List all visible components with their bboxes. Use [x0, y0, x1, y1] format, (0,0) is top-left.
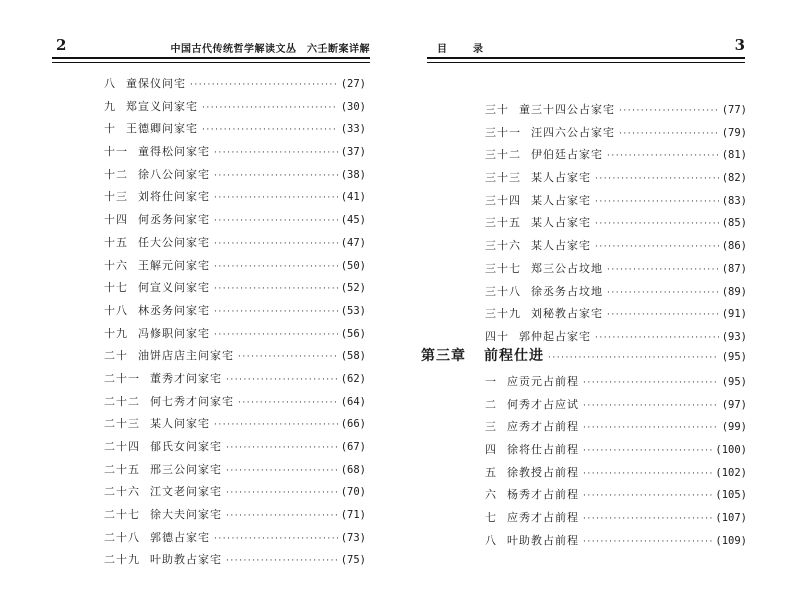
- running-header: 中国古代传统哲学解读文丛 六壬断案详解: [170, 44, 370, 55]
- leader-dots: [583, 463, 712, 486]
- leader-dots: [214, 301, 338, 324]
- entry-page: (58): [340, 350, 366, 363]
- entry-title: 郑三公占坟地: [531, 261, 603, 275]
- entry-title: 郭德占家宅: [150, 530, 210, 544]
- entry-page: (107): [715, 512, 747, 525]
- toc-entry[interactable]: [104, 413, 366, 436]
- toc-entry[interactable]: [485, 507, 747, 530]
- toc-entry[interactable]: [104, 481, 366, 504]
- toc-list: [485, 99, 747, 349]
- entry-title: 某人占家宅: [531, 239, 591, 253]
- toc-entry[interactable]: [104, 300, 366, 323]
- entry-title: 何丞务问家宅: [138, 213, 210, 227]
- toc-entry[interactable]: [485, 167, 747, 190]
- entry-page: (73): [340, 531, 366, 544]
- entry-number: 三十九: [485, 307, 521, 321]
- entry-number: 二十七: [104, 508, 140, 522]
- toc-entry[interactable]: [485, 190, 747, 213]
- toc-entry[interactable]: [104, 141, 366, 164]
- chapter-page: (95): [721, 351, 747, 363]
- entry-title: 应秀才占前程: [507, 511, 579, 525]
- entry-page: (79): [721, 126, 747, 139]
- entry-title: 王德卿问家宅: [126, 122, 198, 136]
- entry-page: (50): [340, 259, 366, 272]
- leader-dots: [214, 187, 338, 210]
- leader-dots: [619, 100, 719, 123]
- chapter-heading[interactable]: [421, 345, 747, 367]
- entry-page: (105): [715, 489, 747, 502]
- entry-number: 四: [485, 443, 497, 457]
- entry-page: (56): [340, 327, 366, 340]
- leader-dots: [238, 346, 338, 369]
- toc-entry[interactable]: [485, 394, 747, 417]
- toc-entry[interactable]: [485, 212, 747, 235]
- toc-entry[interactable]: [104, 255, 366, 278]
- entry-title: 油饼店店主问家宅: [138, 349, 234, 363]
- toc-entry[interactable]: [104, 527, 366, 550]
- leader-dots: [595, 168, 719, 191]
- entry-number: 六: [485, 488, 497, 502]
- entry-page: (71): [340, 509, 366, 522]
- entry-title: 郑宣义问家宅: [126, 99, 198, 113]
- entry-title: 杨秀才占前程: [507, 488, 579, 502]
- toc-entry[interactable]: [485, 484, 747, 507]
- entry-page: (52): [340, 282, 366, 295]
- header-rule-thin: [427, 62, 745, 63]
- entry-number: 十二: [104, 167, 128, 181]
- entry-page: (64): [340, 395, 366, 408]
- entry-title: 某人问家宅: [150, 417, 210, 431]
- leader-dots: [583, 395, 719, 418]
- entry-page: (97): [721, 398, 747, 411]
- leader-dots: [607, 259, 719, 282]
- leader-dots: [607, 145, 719, 168]
- right-page-header: [427, 36, 745, 56]
- leader-dots: [595, 191, 719, 214]
- entry-number: 八: [485, 533, 497, 547]
- chapter-number: 第三章: [421, 348, 466, 364]
- entry-number: 十三: [104, 190, 128, 204]
- toc-entry[interactable]: [104, 73, 366, 96]
- entry-title: 冯修职问家宅: [138, 326, 210, 340]
- entry-page: (86): [721, 240, 747, 253]
- leader-dots: [583, 372, 719, 395]
- entry-title: 童三十四公占家宅: [519, 103, 615, 116]
- entry-number: 十: [104, 122, 116, 136]
- leader-dots: [226, 369, 338, 392]
- entry-page: (85): [721, 217, 747, 230]
- header-rule-thin: [52, 62, 370, 63]
- entry-title: 某人占家宅: [531, 193, 591, 207]
- toc-entry[interactable]: [485, 416, 747, 439]
- entry-page: (27): [340, 78, 366, 90]
- entry-page: (81): [721, 149, 747, 162]
- leader-dots: [226, 437, 338, 460]
- entry-number: 三十一: [485, 125, 521, 139]
- leader-dots: [202, 97, 338, 120]
- entry-title: 郁氏女问家宅: [150, 440, 222, 453]
- entry-number: 九: [104, 99, 116, 113]
- entry-number: 二十八: [104, 530, 140, 544]
- toc-entry[interactable]: [104, 323, 366, 346]
- entry-page: (89): [721, 285, 747, 298]
- entry-number: 二十: [104, 349, 128, 363]
- leader-dots: [214, 210, 338, 233]
- entry-title: 江文老问家宅: [150, 485, 222, 499]
- entry-page: (30): [340, 100, 366, 113]
- entry-number: 十五: [104, 235, 128, 249]
- leader-dots: [583, 417, 719, 440]
- leader-dots: [214, 165, 338, 188]
- entry-title: 某人占家宅: [531, 171, 591, 185]
- toc-list: [104, 73, 366, 572]
- page-number: 2: [56, 36, 67, 54]
- toc-entry[interactable]: [104, 118, 366, 141]
- toc-entry[interactable]: [485, 235, 747, 258]
- toc-entry[interactable]: [104, 459, 366, 482]
- entry-page: (70): [340, 486, 366, 499]
- entry-page: (53): [340, 304, 366, 317]
- chapter-title: 前程仕进: [484, 348, 544, 364]
- entry-title: 叶助教占家宅: [150, 553, 222, 567]
- entry-page: (68): [340, 463, 366, 476]
- entry-number: 三十七: [485, 261, 521, 275]
- entry-title: 应秀才占前程: [507, 420, 579, 434]
- leader-dots: [214, 414, 338, 437]
- leader-dots: [607, 282, 719, 305]
- entry-page: (77): [721, 104, 747, 116]
- entry-number: 二十三: [104, 417, 140, 431]
- entry-number: 三十二: [485, 148, 521, 162]
- toc-entry[interactable]: [485, 303, 747, 326]
- entry-title: 王解元问家宅: [138, 258, 210, 272]
- entry-number: 一: [485, 375, 497, 388]
- entry-page: (33): [340, 123, 366, 136]
- toc-entry[interactable]: [485, 371, 747, 394]
- chapter-toc-list: [485, 371, 747, 553]
- leader-dots: [226, 482, 338, 505]
- entry-number: 二十六: [104, 485, 140, 499]
- entry-number: 三十: [485, 103, 509, 116]
- entry-title: 董秀才问家宅: [150, 371, 222, 385]
- entry-page: (75): [340, 554, 366, 567]
- entry-page: (95): [721, 376, 747, 388]
- toc-entry[interactable]: [104, 277, 366, 300]
- entry-number: 七: [485, 511, 497, 525]
- entry-page: (83): [721, 194, 747, 207]
- entry-title: 刘秘教占家宅: [531, 307, 603, 321]
- entry-number: 二十九: [104, 553, 140, 567]
- entry-title: 郭仲起占家宅: [519, 329, 591, 343]
- entry-number: 三十八: [485, 284, 521, 298]
- running-header: 目 录: [437, 44, 491, 55]
- entry-title: 汪四六公占家宅: [531, 125, 615, 139]
- header-rule: [427, 57, 745, 59]
- entry-number: 十一: [104, 145, 128, 159]
- page-number: 3: [734, 36, 745, 54]
- entry-number: 十七: [104, 281, 128, 295]
- entry-title: 伊伯廷占家宅: [531, 148, 603, 162]
- entry-number: 五: [485, 465, 497, 479]
- entry-title: 童保仪问宅: [126, 77, 186, 90]
- entry-title: 徐丞务占坟地: [531, 284, 603, 298]
- toc-entry[interactable]: [485, 281, 747, 304]
- entry-number: 十六: [104, 258, 128, 272]
- toc-entry[interactable]: [104, 436, 366, 459]
- toc-entry[interactable]: [485, 439, 747, 462]
- entry-number: 二十一: [104, 371, 140, 385]
- entry-title: 何七秀才问家宅: [150, 394, 234, 408]
- entry-page: (62): [340, 372, 366, 385]
- entry-number: 三十四: [485, 193, 521, 207]
- entry-title: 徐八公问家宅: [138, 167, 210, 181]
- toc-entry[interactable]: [104, 164, 366, 187]
- entry-number: 二十二: [104, 394, 140, 408]
- leader-dots: [214, 324, 338, 347]
- entry-title: 应贡元占前程: [507, 375, 579, 388]
- toc-entry[interactable]: [104, 368, 366, 391]
- entry-page: (91): [721, 308, 747, 321]
- left-page-header: [52, 36, 370, 56]
- toc-entry[interactable]: [485, 144, 747, 167]
- entry-number: 三十三: [485, 171, 521, 185]
- leader-dots: [226, 460, 338, 483]
- toc-entry[interactable]: [485, 462, 747, 485]
- entry-title: 某人占家宅: [531, 216, 591, 230]
- entry-page: (102): [715, 466, 747, 479]
- toc-entry[interactable]: [485, 530, 747, 553]
- entry-number: 十九: [104, 326, 128, 340]
- header-rule: [52, 57, 370, 59]
- entry-page: (47): [340, 236, 366, 249]
- entry-page: (99): [721, 421, 747, 434]
- leader-dots: [238, 392, 338, 415]
- entry-number: 三十五: [485, 216, 521, 230]
- leader-dots: [214, 233, 338, 256]
- leader-dots: [214, 278, 338, 301]
- entry-page: (45): [340, 214, 366, 227]
- entry-number: 八: [104, 77, 116, 90]
- leader-dots: [214, 142, 338, 165]
- entry-number: 三十六: [485, 239, 521, 253]
- leader-dots: [190, 74, 338, 97]
- leader-dots: [202, 119, 338, 142]
- entry-title: 林丞务问家宅: [138, 303, 210, 317]
- leader-dots: [548, 347, 719, 369]
- leader-dots: [583, 508, 712, 531]
- entry-title: 任大公问家宅: [138, 235, 210, 249]
- entry-page: (41): [340, 191, 366, 204]
- entry-page: (67): [340, 441, 366, 453]
- leader-dots: [595, 236, 719, 259]
- entry-number: 四十: [485, 329, 509, 343]
- entry-page: (37): [340, 146, 366, 159]
- entry-number: 二十四: [104, 440, 140, 453]
- toc-entry[interactable]: [104, 391, 366, 414]
- entry-title: 何秀才占应试: [507, 397, 579, 411]
- entry-page: (38): [340, 168, 366, 181]
- entry-number: 三: [485, 420, 497, 434]
- leader-dots: [214, 256, 338, 279]
- right-page: [397, 0, 793, 599]
- toc-entry[interactable]: [104, 549, 366, 572]
- entry-title: 徐大夫问家宅: [150, 508, 222, 522]
- entry-title: 童得松问家宅: [138, 145, 210, 159]
- entry-title: 叶助教占前程: [507, 533, 579, 547]
- entry-number: 十四: [104, 213, 128, 227]
- toc-entry[interactable]: [104, 232, 366, 255]
- leader-dots: [583, 440, 712, 463]
- toc-entry[interactable]: [104, 345, 366, 368]
- entry-title: 何宣义问家宅: [138, 281, 210, 295]
- entry-page: (82): [721, 172, 747, 185]
- leader-dots: [214, 528, 338, 551]
- leader-dots: [583, 531, 712, 554]
- entry-title: 邢三公问家宅: [150, 462, 222, 476]
- toc-entry[interactable]: [104, 96, 366, 119]
- leader-dots: [583, 485, 712, 508]
- entry-number: 二: [485, 397, 497, 411]
- left-page: [0, 0, 396, 599]
- toc-entry[interactable]: [485, 258, 747, 281]
- leader-dots: [595, 213, 719, 236]
- leader-dots: [226, 550, 338, 573]
- toc-entry[interactable]: [485, 99, 747, 122]
- leader-dots: [226, 505, 338, 528]
- entry-title: 徐将仕占前程: [507, 443, 579, 457]
- toc-entry[interactable]: [104, 209, 366, 232]
- toc-entry[interactable]: [485, 122, 747, 145]
- entry-title: 刘将仕问家宅: [138, 190, 210, 204]
- entry-title: 徐教授占前程: [507, 465, 579, 479]
- entry-page: (66): [340, 418, 366, 431]
- toc-entry[interactable]: [104, 186, 366, 209]
- entry-page: (87): [721, 262, 747, 275]
- entry-page: (93): [721, 330, 747, 343]
- toc-entry[interactable]: [104, 504, 366, 527]
- entry-page: (100): [715, 444, 747, 457]
- leader-dots: [607, 304, 719, 327]
- entry-number: 十八: [104, 303, 128, 317]
- leader-dots: [619, 123, 719, 146]
- entry-page: (109): [715, 534, 747, 547]
- entry-number: 二十五: [104, 462, 140, 476]
